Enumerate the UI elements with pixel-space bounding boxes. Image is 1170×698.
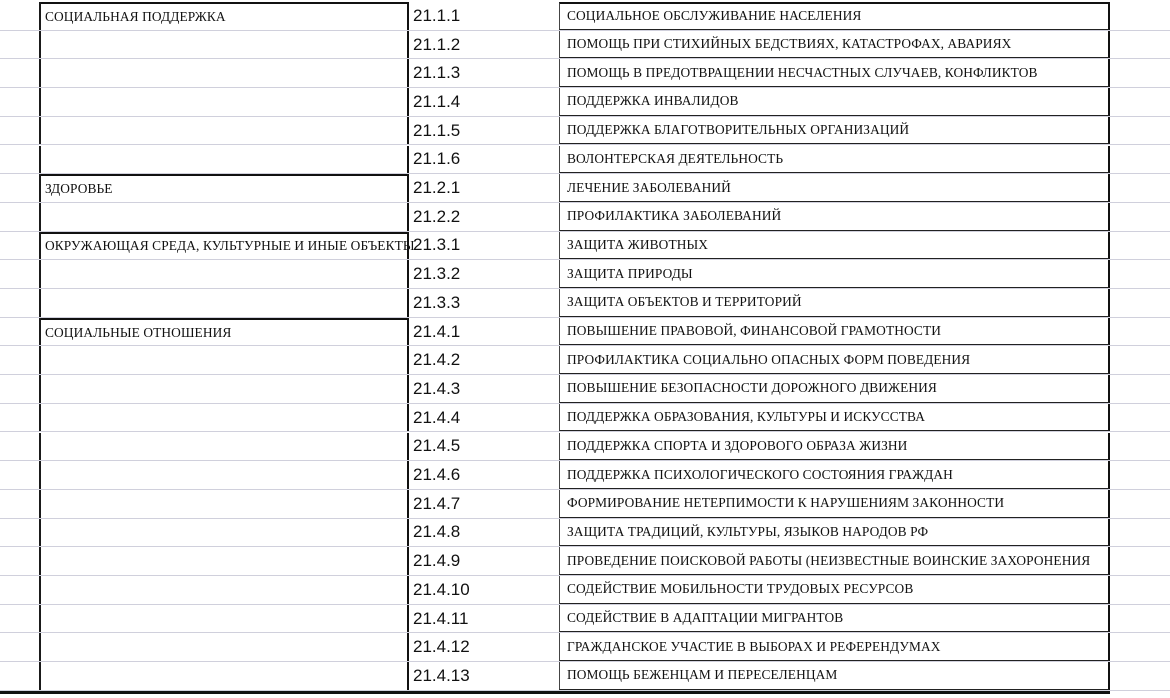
row-index-cell[interactable] <box>0 174 41 202</box>
code-cell[interactable]: 21.4.13 <box>407 662 559 690</box>
code-cell[interactable]: 21.4.5 <box>407 433 559 461</box>
category-cell[interactable] <box>41 404 407 432</box>
category-cell[interactable] <box>41 260 407 288</box>
activity-cell[interactable]: ПОДДЕРЖКА ОБРАЗОВАНИЯ, КУЛЬТУРЫ И ИСКУССТВА <box>559 404 1110 432</box>
code-cell[interactable]: 21.2.1 <box>407 174 559 202</box>
activity-cell[interactable]: ПОДДЕРЖКА СПОРТА И ЗДОРОВОГО ОБРАЗА ЖИЗНИ <box>559 433 1110 461</box>
code-cell[interactable]: 21.4.8 <box>407 519 559 547</box>
row-index-cell[interactable] <box>0 203 41 231</box>
activity-cell[interactable]: ПРОВЕДЕНИЕ ПОИСКОВОЙ РАБОТЫ (НЕИЗВЕСТНЫЕ ВОИНСКИЕ ЗАХОРОНЕНИЯ <box>559 547 1110 575</box>
row-index-cell[interactable] <box>0 490 41 518</box>
code-cell[interactable]: 21.1.6 <box>407 146 559 174</box>
table-row[interactable] <box>0 461 1170 490</box>
activity-cell[interactable]: СОЦИАЛЬНОЕ ОБСЛУЖИВАНИЕ НАСЕЛЕНИЯ <box>559 2 1110 30</box>
code-cell[interactable]: 21.1.5 <box>407 117 559 145</box>
activity-cell[interactable]: ПОДДЕРЖКА ПСИХОЛОГИЧЕСКОГО СОСТОЯНИЯ ГРАЖДАН <box>559 461 1110 489</box>
table-row[interactable] <box>0 375 1170 404</box>
row-index-cell[interactable] <box>0 547 41 575</box>
table-row[interactable] <box>0 633 1170 662</box>
category-cell[interactable]: СОЦИАЛЬНЫЕ ОТНОШЕНИЯ <box>41 318 407 346</box>
code-cell[interactable]: 21.4.9 <box>407 547 559 575</box>
activity-cell[interactable]: ПОМОЩЬ БЕЖЕНЦАМ И ПЕРЕСЕЛЕНЦАМ <box>559 662 1110 690</box>
code-cell[interactable]: 21.3.1 <box>407 232 559 260</box>
code-cell[interactable]: 21.4.10 <box>407 576 559 604</box>
category-cell[interactable]: ЗДОРОВЬЕ <box>41 174 407 202</box>
code-cell[interactable]: 21.3.3 <box>407 289 559 317</box>
code-cell[interactable]: 21.2.2 <box>407 203 559 231</box>
activity-cell[interactable]: СОДЕЙСТВИЕ МОБИЛЬНОСТИ ТРУДОВЫХ РЕСУРСОВ <box>559 576 1110 604</box>
code-cell[interactable]: 21.4.6 <box>407 461 559 489</box>
activity-cell[interactable]: ПОВЫШЕНИЕ ПРАВОВОЙ, ФИНАНСОВОЙ ГРАМОТНОСТИ <box>559 318 1110 346</box>
activity-cell[interactable]: ПОМОЩЬ В ПРЕДОТВРАЩЕНИИ НЕСЧАСТНЫХ СЛУЧАЕВ, КОНФЛИКТОВ <box>559 59 1110 87</box>
table-row[interactable] <box>0 203 1170 232</box>
category-cell[interactable] <box>41 519 407 547</box>
row-index-cell[interactable] <box>0 88 41 116</box>
table-row[interactable] <box>0 260 1170 289</box>
code-cell[interactable]: 21.1.1 <box>407 2 559 30</box>
activity-cell[interactable]: ВОЛОНТЕРСКАЯ ДЕЯТЕЛЬНОСТЬ <box>559 146 1110 174</box>
table-row[interactable] <box>0 318 1170 347</box>
table-row[interactable] <box>0 490 1170 519</box>
table-row[interactable] <box>0 232 1170 261</box>
category-cell[interactable] <box>41 289 407 317</box>
row-index-cell[interactable] <box>0 117 41 145</box>
table-bottom-border <box>0 691 1110 694</box>
category-cell[interactable]: ОКРУЖАЮЩАЯ СРЕДА, КУЛЬТУРНЫЕ И ИНЫЕ ОБЪЕКТЫ <box>41 232 407 260</box>
row-index-cell[interactable] <box>0 2 41 30</box>
activity-cell[interactable]: ЗАЩИТА ЖИВОТНЫХ <box>559 232 1110 260</box>
row-index-cell[interactable] <box>0 146 41 174</box>
activity-cell[interactable]: ПРОФИЛАКТИКА СОЦИАЛЬНО ОПАСНЫХ ФОРМ ПОВЕДЕНИЯ <box>559 346 1110 374</box>
category-cell[interactable] <box>41 633 407 661</box>
activity-cell[interactable]: ФОРМИРОВАНИЕ НЕТЕРПИМОСТИ К НАРУШЕНИЯМ ЗАКОННОСТИ <box>559 490 1110 518</box>
code-cell[interactable]: 21.4.3 <box>407 375 559 403</box>
activity-cell[interactable]: ПОДДЕРЖКА ИНВАЛИДОВ <box>559 88 1110 116</box>
row-index-cell[interactable] <box>0 318 41 346</box>
table-row[interactable] <box>0 31 1170 60</box>
category-cell[interactable] <box>41 662 407 690</box>
category-cell[interactable] <box>41 490 407 518</box>
category-cell[interactable] <box>41 461 407 489</box>
activity-cell[interactable]: ПОДДЕРЖКА БЛАГОТВОРИТЕЛЬНЫХ ОРГАНИЗАЦИЙ <box>559 117 1110 145</box>
table-row[interactable] <box>0 346 1170 375</box>
code-cell[interactable]: 21.4.12 <box>407 633 559 661</box>
category-cell[interactable] <box>41 547 407 575</box>
code-cell[interactable]: 21.1.3 <box>407 59 559 87</box>
code-cell[interactable]: 21.4.2 <box>407 346 559 374</box>
code-cell[interactable]: 21.3.2 <box>407 260 559 288</box>
category-cell[interactable] <box>41 605 407 633</box>
row-index-cell[interactable] <box>0 59 41 87</box>
category-cell[interactable] <box>41 31 407 59</box>
table-row[interactable] <box>0 547 1170 576</box>
category-cell[interactable] <box>41 346 407 374</box>
table-row[interactable] <box>0 404 1170 433</box>
table-row[interactable] <box>0 174 1170 203</box>
row-index-cell[interactable] <box>0 662 41 690</box>
code-cell[interactable]: 21.1.4 <box>407 88 559 116</box>
category-cell[interactable]: СОЦИАЛЬНАЯ ПОДДЕРЖКА <box>41 2 407 30</box>
activity-cell[interactable]: СОДЕЙСТВИЕ В АДАПТАЦИИ МИГРАНТОВ <box>559 605 1110 633</box>
table-row[interactable] <box>0 289 1170 318</box>
table-row[interactable] <box>0 88 1170 117</box>
row-index-cell[interactable] <box>0 519 41 547</box>
category-cell[interactable] <box>41 203 407 231</box>
row-index-cell[interactable] <box>0 605 41 633</box>
code-cell[interactable]: 21.4.1 <box>407 318 559 346</box>
code-cell[interactable]: 21.4.7 <box>407 490 559 518</box>
code-cell[interactable]: 21.4.4 <box>407 404 559 432</box>
activity-cell[interactable]: ГРАЖДАНСКОЕ УЧАСТИЕ В ВЫБОРАХ И РЕФЕРЕНДУМАХ <box>559 633 1110 661</box>
category-cell[interactable] <box>41 433 407 461</box>
row-index-cell[interactable] <box>0 633 41 661</box>
row-index-cell[interactable] <box>0 289 41 317</box>
category-cell[interactable] <box>41 88 407 116</box>
row-index-cell[interactable] <box>0 461 41 489</box>
row-index-cell[interactable] <box>0 260 41 288</box>
table-row[interactable] <box>0 576 1170 605</box>
activity-cell[interactable]: ЗАЩИТА ОБЪЕКТОВ И ТЕРРИТОРИЙ <box>559 289 1110 317</box>
row-index-cell[interactable] <box>0 375 41 403</box>
activity-cell[interactable]: ПОМОЩЬ ПРИ СТИХИЙНЫХ БЕДСТВИЯХ, КАТАСТРОФАХ, АВАРИЯХ <box>559 31 1110 59</box>
row-index-cell[interactable] <box>0 346 41 374</box>
activity-cell[interactable]: ПОВЫШЕНИЕ БЕЗОПАСНОСТИ ДОРОЖНОГО ДВИЖЕНИЯ <box>559 375 1110 403</box>
table-row[interactable] <box>0 2 1170 31</box>
category-cell[interactable] <box>41 59 407 87</box>
code-cell[interactable]: 21.1.2 <box>407 31 559 59</box>
category-cell[interactable] <box>41 375 407 403</box>
code-cell[interactable]: 21.4.11 <box>407 605 559 633</box>
table-row[interactable] <box>0 146 1170 175</box>
category-cell[interactable] <box>41 576 407 604</box>
row-index-cell[interactable] <box>0 433 41 461</box>
activity-cell[interactable]: ЗАЩИТА ПРИРОДЫ <box>559 260 1110 288</box>
table-row[interactable] <box>0 605 1170 634</box>
category-cell[interactable] <box>41 117 407 145</box>
activity-cell[interactable]: ЗАЩИТА ТРАДИЦИЙ, КУЛЬТУРЫ, ЯЗЫКОВ НАРОДОВ РФ <box>559 519 1110 547</box>
activity-cell[interactable]: ПРОФИЛАКТИКА ЗАБОЛЕВАНИЙ <box>559 203 1110 231</box>
category-cell[interactable] <box>41 146 407 174</box>
table-row[interactable] <box>0 519 1170 548</box>
row-index-cell[interactable] <box>0 404 41 432</box>
row-index-cell[interactable] <box>0 232 41 260</box>
table-row[interactable] <box>0 662 1170 691</box>
table-row[interactable] <box>0 59 1170 88</box>
activity-cell[interactable]: ЛЕЧЕНИЕ ЗАБОЛЕВАНИЙ <box>559 174 1110 202</box>
row-index-cell[interactable] <box>0 31 41 59</box>
table-row[interactable] <box>0 433 1170 462</box>
table-row[interactable] <box>0 117 1170 146</box>
row-index-cell[interactable] <box>0 576 41 604</box>
